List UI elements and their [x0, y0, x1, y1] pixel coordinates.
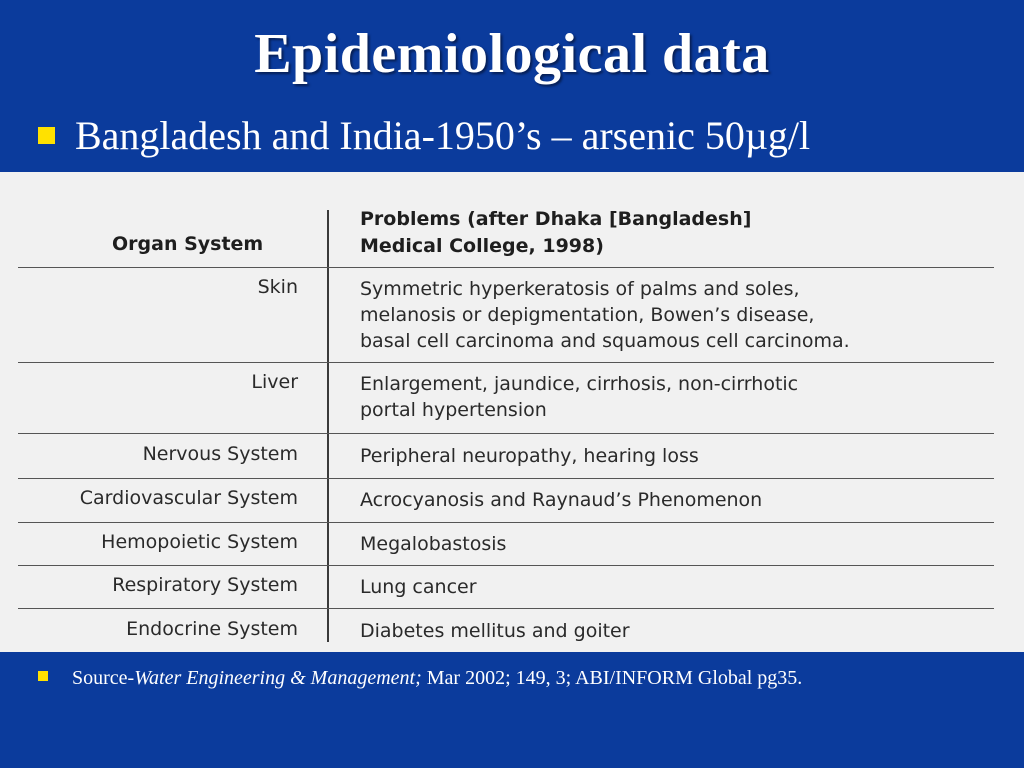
header-organ-system: Organ System	[112, 233, 264, 255]
problem-line: Megalobastosis	[360, 533, 507, 555]
organ-cell: Respiratory System	[112, 574, 298, 596]
row-divider	[18, 478, 994, 479]
row-divider	[18, 522, 994, 523]
organ-cell: Hemopoietic System	[101, 531, 298, 553]
table-image	[0, 172, 1024, 652]
row-divider	[18, 433, 994, 434]
row-divider	[18, 267, 994, 268]
problem-line: Lung cancer	[360, 576, 477, 598]
problem-line: Peripheral neuropathy, hearing loss	[360, 445, 699, 467]
organ-cell: Endocrine System	[126, 618, 298, 640]
problem-cell	[360, 443, 1000, 469]
problem-line: Symmetric hyperkeratosis of palms and soles,	[360, 278, 800, 300]
source-publication: Water Engineering & Management;	[134, 667, 422, 689]
problem-line: portal hypertension	[360, 399, 547, 421]
source-bullet	[38, 667, 802, 690]
organ-cell: Cardiovascular System	[79, 487, 298, 509]
source-details: Mar 2002; 149, 3; ABI/INFORM Global pg35.	[421, 667, 803, 689]
main-bullet	[38, 112, 810, 159]
organ-cell: Liver	[251, 371, 298, 393]
problem-cell	[360, 276, 1000, 354]
header-problems-line: Medical College, 1998)	[360, 235, 604, 257]
bullet-square-icon	[38, 671, 48, 681]
slide-title: Epidemiological data	[254, 23, 770, 85]
row-divider	[18, 608, 994, 609]
main-bullet-text: Bangladesh and India-1950’s – arsenic 50µg/l	[75, 113, 811, 158]
problem-cell	[360, 618, 1000, 644]
problem-cell	[360, 574, 1000, 600]
row-divider	[18, 362, 994, 363]
problem-line: basal cell carcinoma and squamous cell carcinoma.	[360, 330, 850, 352]
column-divider	[327, 210, 329, 642]
problem-line: melanosis or depigmentation, Bowen’s disease,	[360, 304, 815, 326]
bullet-square-icon	[38, 127, 55, 144]
header-problems	[360, 206, 751, 260]
header-problems-line: Problems (after Dhaka [Bangladesh]	[360, 208, 752, 230]
problem-cell	[360, 531, 1000, 557]
problem-line: Acrocyanosis and Raynaud’s Phenomenon	[360, 489, 763, 511]
row-divider	[18, 565, 994, 566]
problem-line: Diabetes mellitus and goiter	[360, 620, 630, 642]
problem-cell	[360, 487, 1000, 513]
organ-cell: Skin	[257, 276, 298, 298]
source-prefix: Source-	[72, 667, 135, 689]
problem-line: Enlargement, jaundice, cirrhosis, non-cirrhotic	[360, 373, 799, 395]
problem-cell	[360, 371, 1000, 423]
organ-cell: Nervous System	[142, 443, 298, 465]
